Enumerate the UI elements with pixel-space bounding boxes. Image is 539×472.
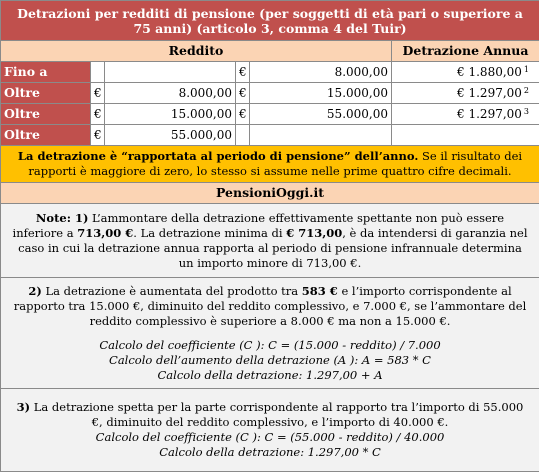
note-1-min-amount: 713,00 € (77, 226, 133, 240)
income-from (105, 62, 236, 83)
deduction-cell (392, 83, 539, 104)
table-row (1, 62, 539, 83)
table-title: Detrazioni per redditi di pensione (per soggetti di età pari o superiore a 75 anni) (articolo 3, comma 4 del Tuir) (1, 1, 539, 41)
note-1-text: L’ammontare della detrazione effettivamente spettante non può essere inferiore a (13, 211, 505, 240)
note-1-text: , è da intendersi di garanzia nel caso in cui la detrazione annua rapporta al periodo di pensione infrannuale determina un importo minore di 713,00 €. (18, 226, 527, 270)
note-1-lead: Note: 1) (36, 211, 89, 225)
note-3-text: La detrazione spetta per la parte corrispondente al rapporto tra l’importo di 55.000 €, diminuito del reddito complessivo, e l’importo di 40.000 €. (30, 400, 523, 429)
table-row (1, 83, 539, 104)
row-label: Oltre (1, 104, 91, 125)
rapportata-bold: La detrazione è “rapportata al periodo di pensione” dell’anno. (18, 149, 418, 163)
rapportata-rest: Se il risultato dei rapporti è maggiore di zero, lo stesso si assume nelle prime quattro cifre decimali. (28, 149, 522, 178)
row-label: Fino a (1, 62, 91, 83)
formula-deduction: Calcolo della detrazione: 1.297,00 * C (11, 445, 529, 460)
footnote-ref: 1 (524, 65, 529, 74)
row-label: Oltre (1, 83, 91, 104)
deduction-value: € 1.297,00 (457, 107, 522, 121)
income-to: 8.000,00 (250, 62, 392, 83)
formula-coefficient: Calcolo del coefficiente (C ): C = (55.000 - reddito) / 40.000 (11, 430, 529, 445)
site-name: PensioniOggi.it (1, 183, 539, 204)
deduction-value: € 1.297,00 (457, 86, 522, 100)
currency-from: € (91, 83, 105, 104)
income-to: 55.000,00 (250, 104, 392, 125)
note-2-text: e l’importo corrispondente al rapporto tra 15.000 €, diminuito del reddito complessivo, e 7.000 €, se l’ammontare del reddito complessivo è superiore a 8.000 € ma non a 15.000 €. (14, 284, 527, 328)
income-from: 15.000,00 (105, 104, 236, 125)
deduction-value: € 1.880,00 (457, 65, 522, 79)
currency-to (236, 125, 250, 146)
footnote-ref: 2 (524, 86, 529, 95)
income-from: 55.000,00 (105, 125, 236, 146)
formula-coefficient: Calcolo del coefficiente (C ): C = (15.000 - reddito) / 7.000 (11, 338, 529, 353)
row-label: Oltre (1, 125, 91, 146)
spacer (11, 329, 529, 338)
deduction-cell (392, 104, 539, 125)
rapportata-note (1, 146, 539, 183)
currency-from (91, 62, 105, 83)
note-3-lead: 3) (17, 400, 30, 414)
header-reddito: Reddito (1, 41, 392, 62)
note-2-lead: 2) (28, 284, 41, 298)
note-1 (1, 204, 539, 278)
income-to (250, 125, 392, 146)
table-row (1, 125, 539, 146)
currency-to: € (236, 104, 250, 125)
currency-from: € (91, 125, 105, 146)
formula-deduction: Calcolo della detrazione: 1.297,00 + A (11, 368, 529, 383)
currency-to: € (236, 62, 250, 83)
currency-to: € (236, 83, 250, 104)
note-3 (1, 389, 539, 472)
header-detrazione: Detrazione Annua (392, 41, 539, 62)
note-2-amount: 583 € (302, 284, 338, 298)
table-row (1, 104, 539, 125)
note-1-text: . La detrazione minima di (133, 226, 286, 240)
income-from: 8.000,00 (105, 83, 236, 104)
income-to: 15.000,00 (250, 83, 392, 104)
note-2 (1, 278, 539, 389)
deduction-cell (392, 125, 539, 146)
formula-increase: Calcolo dell’aumento della detrazione (A ): A = 583 * C (11, 353, 529, 368)
note-2-text: La detrazione è aumentata del prodotto tra (42, 284, 302, 298)
note-1-guarantee-amount: € 713,00 (286, 226, 342, 240)
currency-from: € (91, 104, 105, 125)
footnote-ref: 3 (524, 107, 529, 116)
deduction-cell (392, 62, 539, 83)
